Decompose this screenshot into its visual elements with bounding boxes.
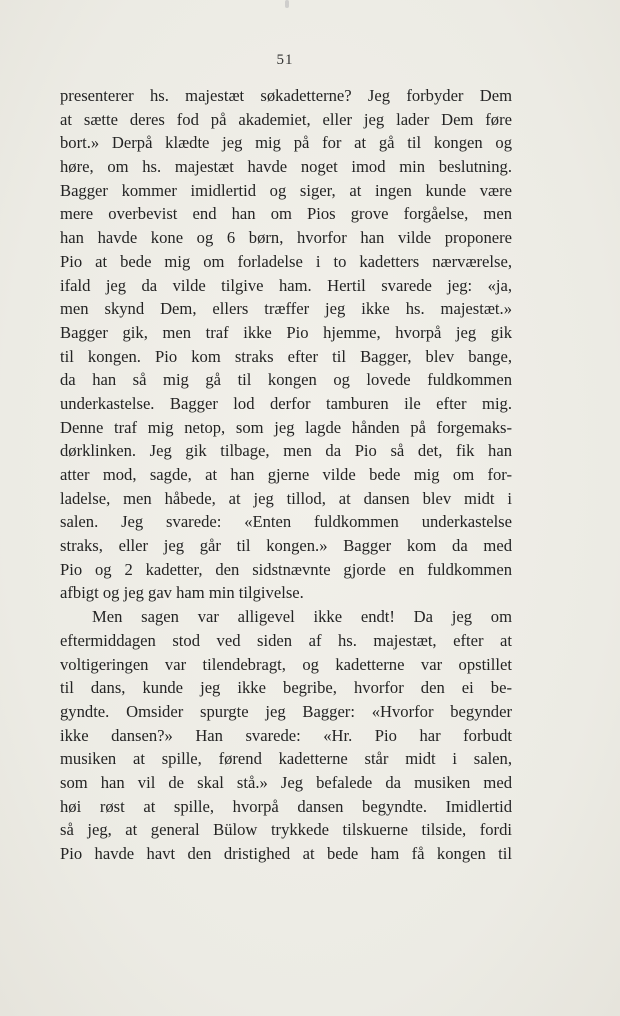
text-line: ladelse, men håbede, at jeg tillod, at dansen blev midt i bbox=[60, 488, 512, 508]
body-text bbox=[60, 84, 512, 866]
text-line: Pio og 2 kadetter, den sidstnævnte gjorde en fuldkommen bbox=[60, 559, 512, 579]
text-line: Pio havde havt den dristighed at bede ham få kongen til bbox=[60, 844, 512, 863]
text-line: da han så mig gå til kongen og lovede fuldkommen bbox=[60, 370, 512, 390]
text-line: Bagger kommer imidlertid og siger, at ingen kunde være bbox=[60, 180, 512, 200]
text-line: Pio at bede mig om forladelse i to kadetters nærværelse, bbox=[60, 251, 512, 271]
text-line: til kongen. Pio kom straks efter til Bagger, blev bange, bbox=[60, 346, 512, 366]
page-edge-mark bbox=[285, 0, 289, 8]
text-line: straks, eller jeg går til kongen.» Bagger kom da med bbox=[60, 536, 512, 556]
text-line: mere overbevist end han om Pios grove forgåelse, men bbox=[60, 204, 512, 224]
text-line: dørklinken. Jeg gik tilbage, men da Pio så det, fik han bbox=[60, 441, 512, 461]
text-line: men skynd Dem, ellers træffer jeg ikke hs. majestæt.» bbox=[60, 299, 512, 319]
text-line: voltigeringen var tilendebragt, og kadetterne var opstillet bbox=[60, 654, 512, 674]
text-line: eftermiddagen stod ved siden af hs. majestæt, efter at bbox=[60, 630, 512, 650]
text-line: så jeg, at general Bülow trykkede tilskuerne tilside, fordi bbox=[60, 820, 512, 840]
text-line: Bagger gik, men traf ikke Pio hjemme, hvorpå jeg gik bbox=[60, 322, 512, 342]
text-line: som han vil de skal stå.» Jeg befalede da musiken med bbox=[60, 772, 512, 792]
text-line: ikke dansen?» Han svarede: «Hr. Pio har forbudt bbox=[60, 725, 512, 745]
text-line: at sætte deres fod på akademiet, eller jeg lader Dem føre bbox=[60, 109, 512, 129]
text-line: til dans, kunde jeg ikke begribe, hvorfor den ei be- bbox=[60, 678, 512, 698]
text-line: gyndte. Omsider spurgte jeg Bagger: «Hvorfor begynder bbox=[60, 701, 512, 721]
page-number: 51 bbox=[276, 52, 294, 68]
text-line: han havde kone og 6 børn, hvorfor han vilde proponere bbox=[60, 228, 512, 248]
text-line: afbigt og jeg gav ham min tilgivelse. bbox=[60, 583, 304, 603]
text-line: underkastelse. Bagger lod derfor tamburen ile efter mig. bbox=[60, 393, 512, 413]
text-line: ifald jeg da vilde tilgive ham. Hertil svarede jeg: «ja, bbox=[60, 275, 512, 295]
text-line: Denne traf mig netop, som jeg lagde hånden på forgemaks- bbox=[60, 417, 512, 437]
text-line: høre, om hs. majestæt havde noget imod min beslutning. bbox=[60, 157, 512, 177]
text-line: bort.» Derpå klædte jeg mig på for at gå til kongen og bbox=[60, 133, 512, 153]
text-line: atter mod, sagde, at han gjerne vilde bede mig om for- bbox=[60, 465, 512, 484]
text-line: Men sagen var alligevel ikke endt! Da jeg om bbox=[92, 607, 512, 627]
text-line: presenterer hs. majestæt søkadetterne? Jeg forbyder Dem bbox=[60, 86, 512, 105]
text-line: høi røst at spille, hvorpå dansen begyndte. Imidlertid bbox=[60, 796, 512, 816]
text-line: musiken at spille, førend kadetterne står midt i salen, bbox=[60, 749, 512, 769]
text-line: salen. Jeg svarede: «Enten fuldkommen underkastelse bbox=[60, 512, 512, 532]
